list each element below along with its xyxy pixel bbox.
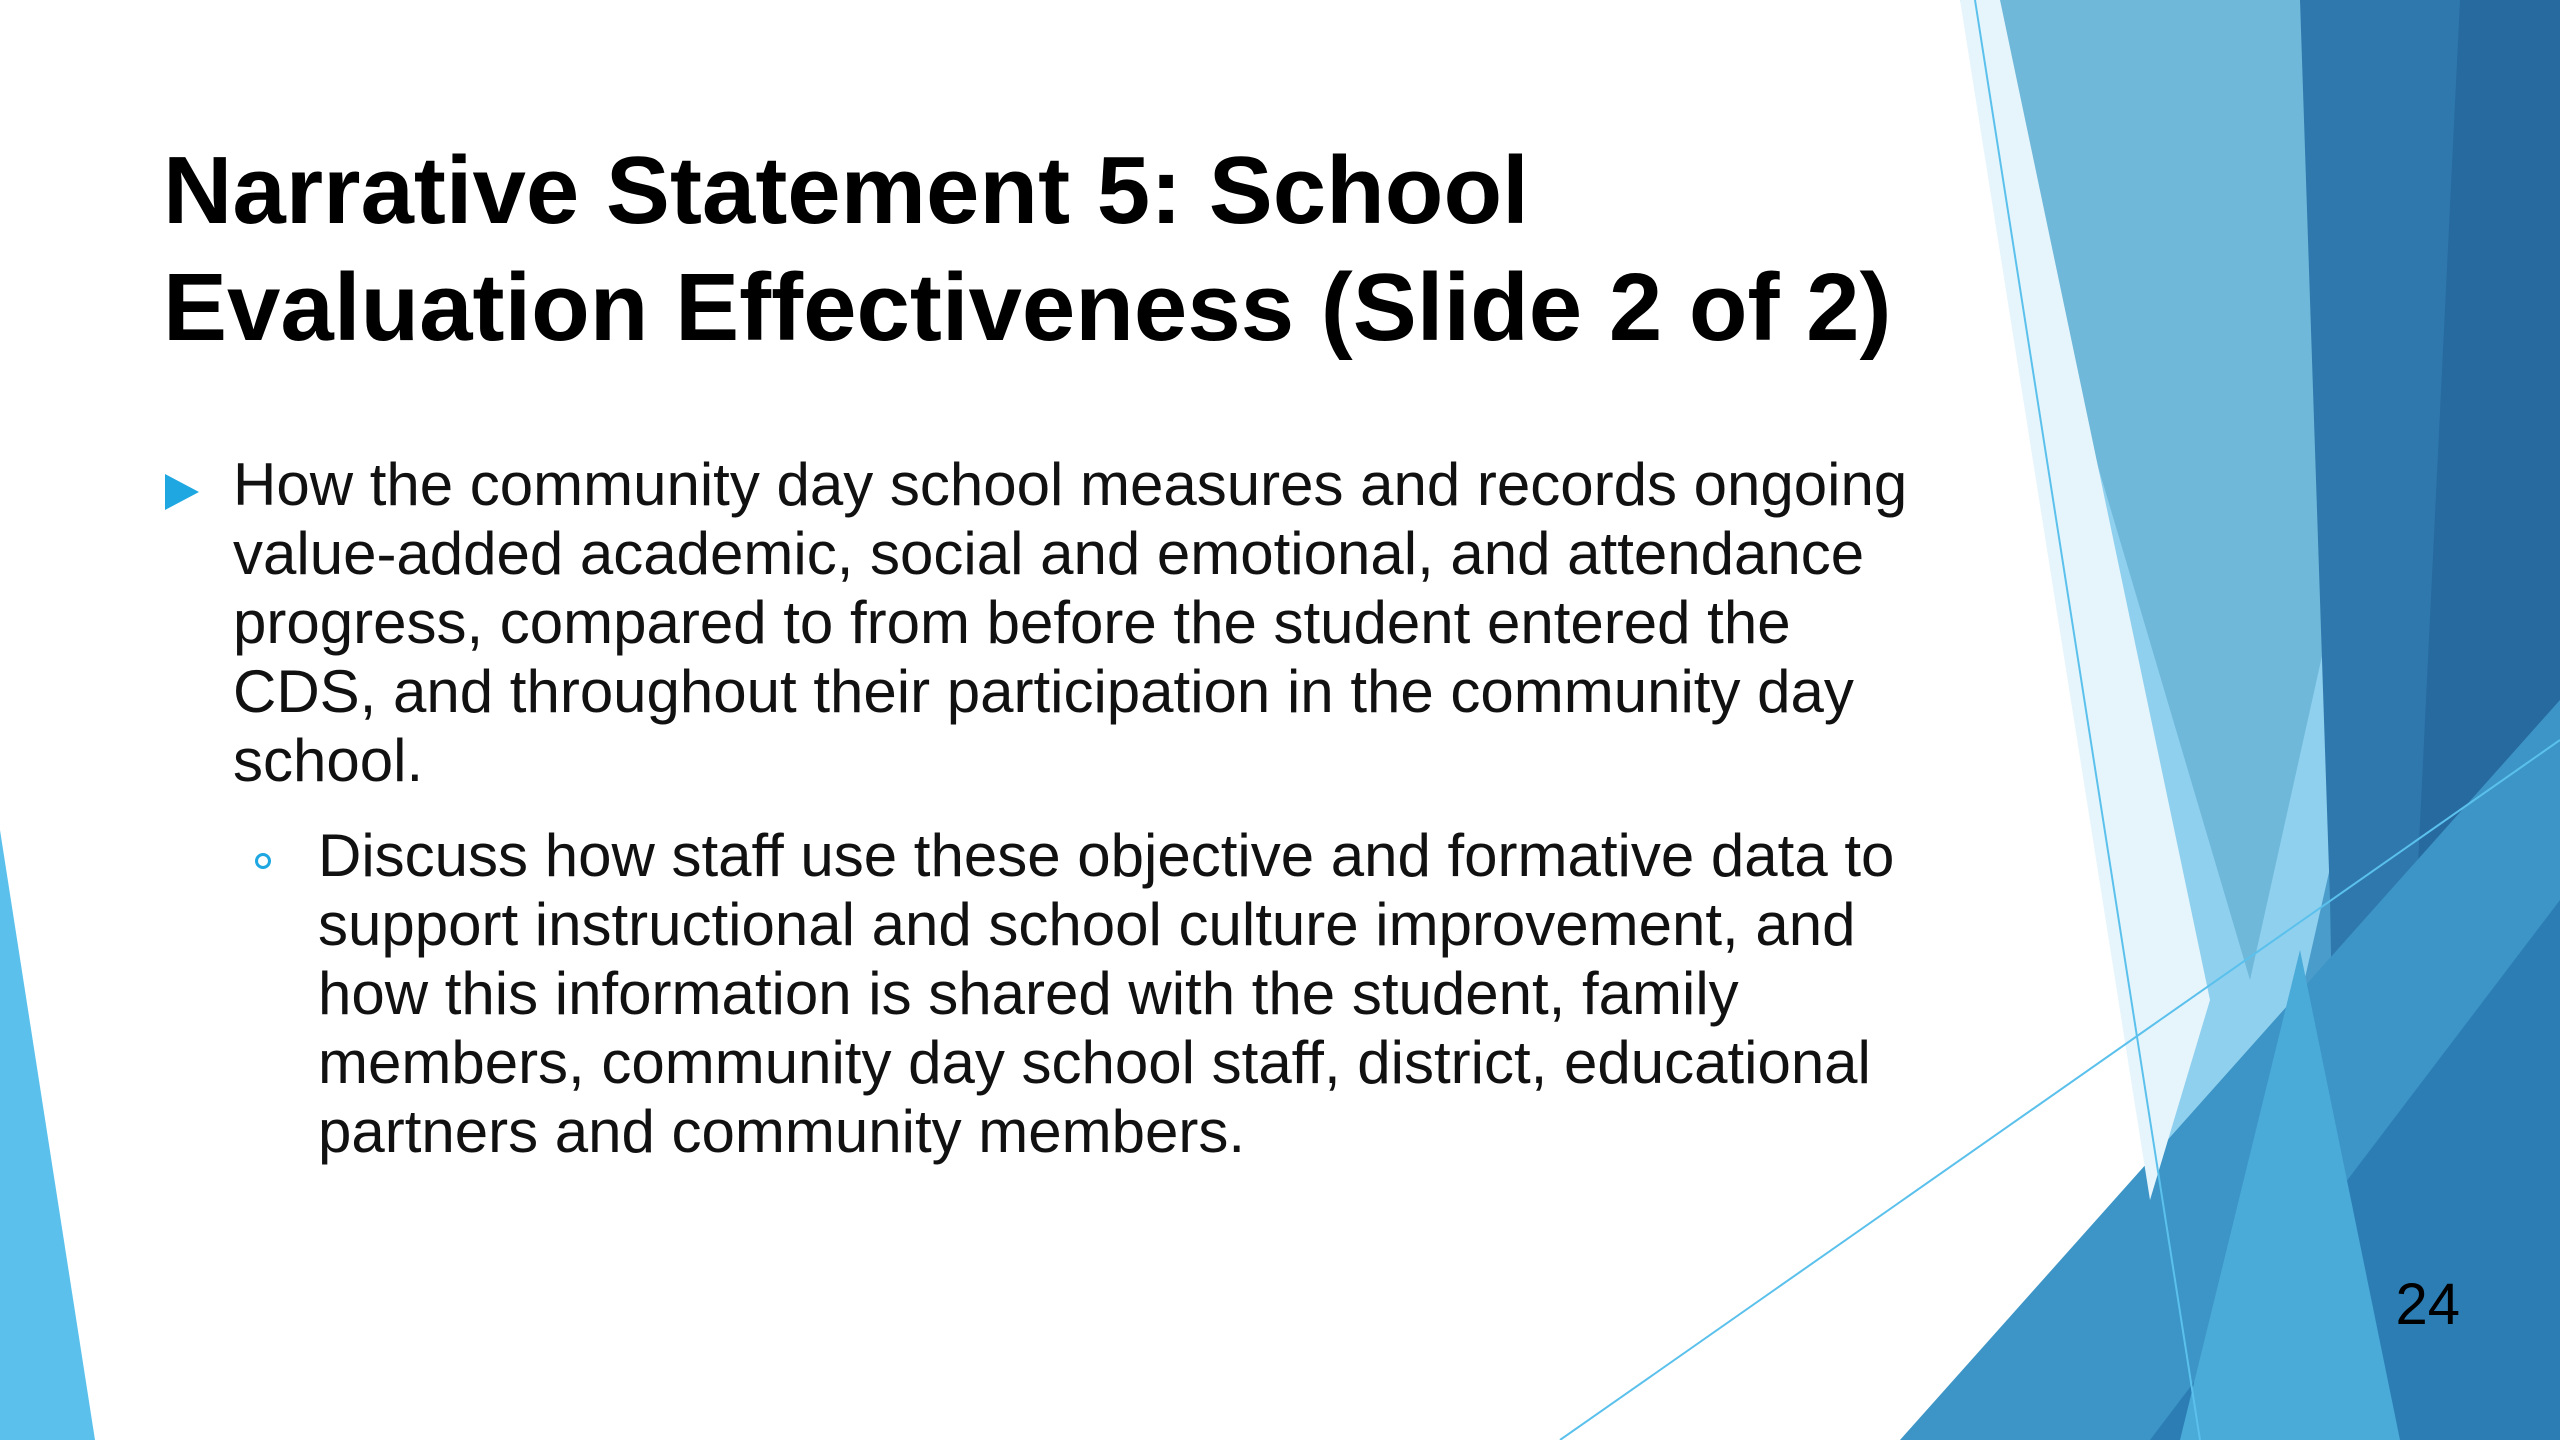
bullet-level-2-text: Discuss how staff use these objective and formative data to support instructional and school culture improvement, and how this information is shared with the student, family members, community day school staff, district, educational partners and community members.: [318, 822, 1895, 1165]
triangle-bullet-icon: [165, 474, 199, 510]
bullet-level-2: [163, 821, 1923, 1166]
slide-title: Narrative Statement 5: School Evaluation Effectiveness (Slide 2 of 2): [163, 137, 1892, 361]
left-edge-accent: [0, 830, 95, 1440]
bullet-level-1: [163, 450, 1923, 795]
slide-number: 24: [2395, 1272, 2460, 1337]
circle-bullet-icon: [255, 853, 271, 869]
bullet-level-1-text: How the community day school measures and records ongoing value-added academic, social and emotional, and attendance progress, compared to from before the student entered the CDS, and throughout their participation in the community day school.: [233, 451, 1908, 794]
slide-body: [163, 450, 1923, 1166]
sub-bullet-list: [93, 821, 1923, 1166]
